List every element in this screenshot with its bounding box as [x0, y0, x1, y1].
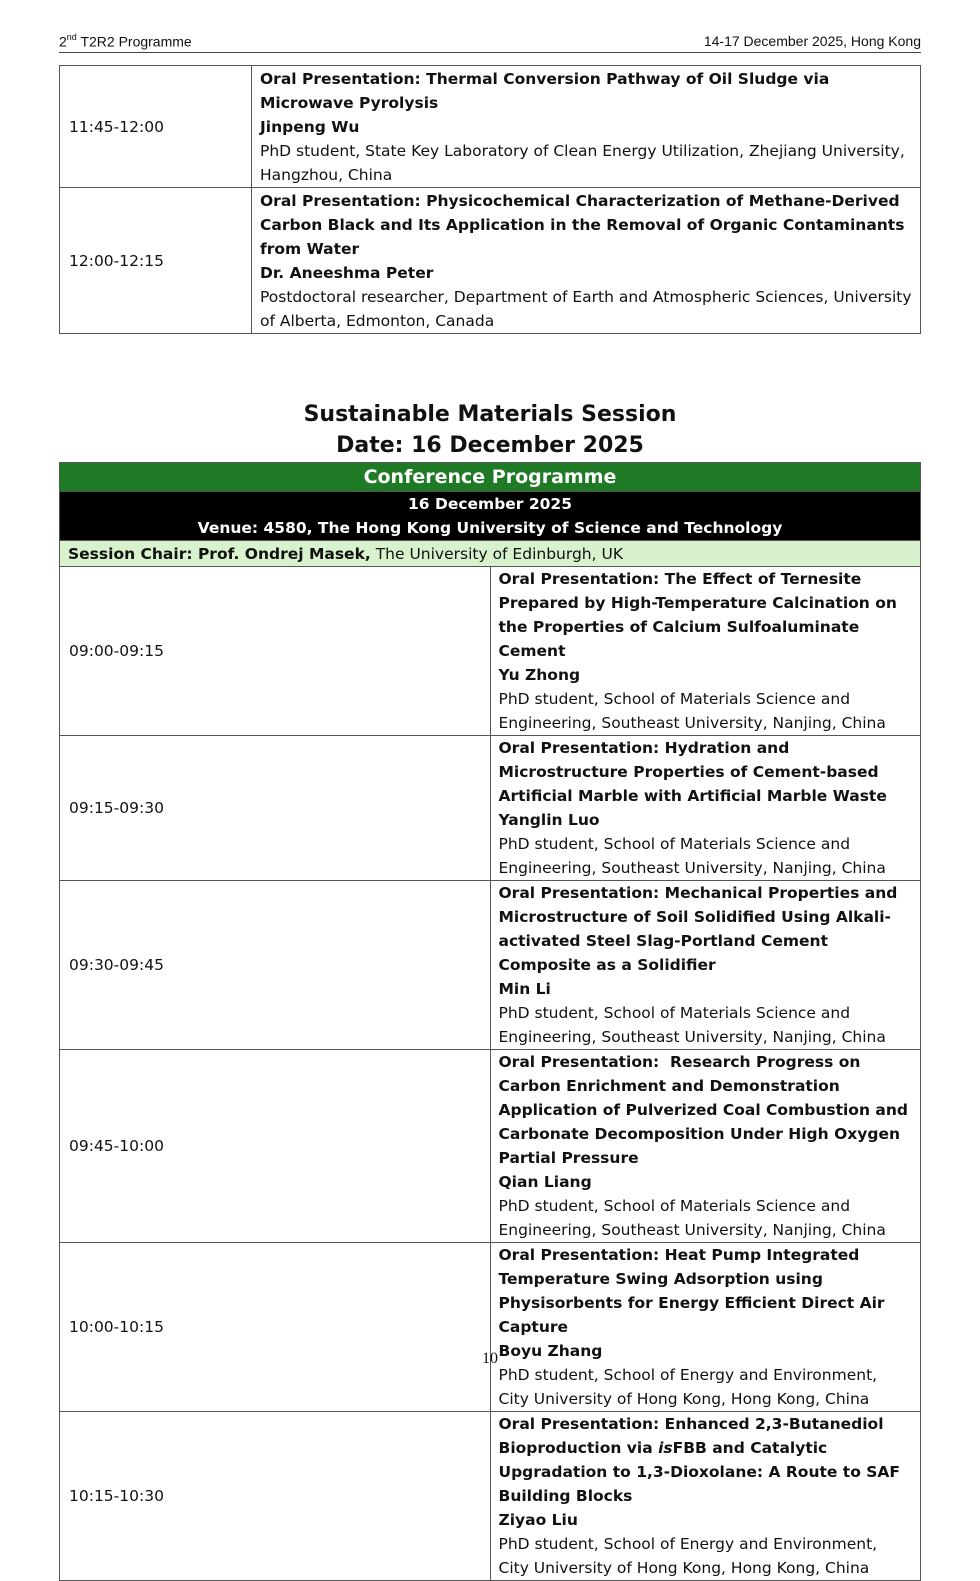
header-programme-name: 2nd T2R2 Programme [59, 32, 192, 50]
time-slot: 09:00-09:15 [60, 567, 491, 736]
programme-date: 16 December 2025 [408, 495, 572, 513]
speaker-name: Boyu Zhang [498, 1342, 603, 1360]
session-chair-name: Session Chair: Prof. Ondrej Masek, [68, 544, 371, 563]
conference-programme-label: Conference Programme [60, 463, 921, 492]
speaker-affiliation: PhD student, School of Energy and Environment, City University of Hong Kong, Hong Kong, China [498, 1366, 878, 1408]
table-row [60, 1243, 921, 1412]
speaker-name: Min Li [498, 980, 551, 998]
speaker-name: Ziyao Liu [498, 1511, 578, 1529]
speaker-affiliation: PhD student, State Key Laboratory of Clean Energy Utilization, Zhejiang University, Hangzhou, China [260, 141, 905, 184]
table-row [60, 188, 921, 334]
programme-header-row [60, 463, 921, 492]
talk-details [490, 1050, 921, 1243]
talk-title: Oral Presentation: Physicochemical Characterization of Methane-Derived Carbon Black and Its Application in the Removal of Organic Contaminants from Water [260, 191, 905, 258]
talk-details [490, 881, 921, 1050]
session-chair-row [60, 541, 921, 567]
session-title: Sustainable Materials Session [303, 402, 677, 427]
speaker-affiliation: PhD student, School of Materials Science and Engineering, Southeast University, Nanjing, China [498, 1197, 886, 1239]
time-slot: 09:45-10:00 [60, 1050, 491, 1243]
session-chair-affiliation: The University of Edinburgh, UK [370, 544, 623, 563]
speaker-affiliation: PhD student, School of Materials Science and Engineering, Southeast University, Nanjing, China [498, 1004, 886, 1046]
talk-details [490, 1412, 921, 1581]
session-programme-table [59, 462, 921, 1581]
page-number: 10 [482, 1350, 498, 1367]
header-event-dates: 14-17 December 2025, Hong Kong [703, 33, 921, 49]
talk-title: Oral Presentation: Enhanced 2,3-Butanediol Bioproduction via isFBB and Catalytic Upgradation to 1,3-Dioxolane: A Route to SAF Building Blocks [498, 1415, 901, 1505]
page-header [59, 32, 921, 53]
talk-title: Oral Presentation: The Effect of Ternesite Prepared by High-Temperature Calcination on the Properties of Calcium Sulfoaluminate Cement [498, 570, 897, 660]
time-slot: 09:30-09:45 [60, 881, 491, 1050]
speaker-affiliation: Postdoctoral researcher, Department of Earth and Atmospheric Sciences, University of Alberta, Edmonton, Canada [260, 287, 912, 330]
talk-details [252, 66, 921, 188]
speaker-name: Dr. Aneeshma Peter [260, 263, 434, 282]
table-row [60, 736, 921, 881]
programme-date-row [60, 492, 921, 541]
speaker-name: Jinpeng Wu [260, 117, 360, 136]
talk-title: Oral Presentation: Mechanical Properties and Microstructure of Soil Solidified Using Alkali-activated Steel Slag-Portland Cement Composite as a Solidifier [498, 884, 898, 974]
time-slot: 11:45-12:00 [60, 66, 252, 188]
talk-details [490, 1243, 921, 1412]
speaker-affiliation: PhD student, School of Energy and Environment, City University of Hong Kong, Hong Kong, China [498, 1535, 878, 1577]
table-row [60, 1050, 921, 1243]
table-row [60, 881, 921, 1050]
table-row [60, 567, 921, 736]
speaker-name: Qian Liang [498, 1173, 592, 1191]
talk-title: Oral Presentation: Hydration and Microstructure Properties of Cement-based Artificial Marble with Artificial Marble Waste [498, 739, 887, 805]
speaker-name: Yu Zhong [498, 666, 581, 684]
time-slot: 09:15-09:30 [60, 736, 491, 881]
talk-title: Oral Presentation: Thermal Conversion Pathway of Oil Sludge via Microwave Pyrolysis [260, 69, 830, 112]
speaker-name: Yanglin Luo [498, 811, 600, 829]
programme-date-venue [60, 492, 921, 541]
time-slot: 10:15-10:30 [60, 1412, 491, 1581]
table-row [60, 66, 921, 188]
session-chair [60, 541, 921, 567]
time-slot: 10:00-10:15 [60, 1243, 491, 1412]
speaker-affiliation: PhD student, School of Materials Science and Engineering, Southeast University, Nanjing, China [498, 835, 886, 877]
talk-details [490, 567, 921, 736]
programme-venue: Venue: 4580, The Hong Kong University of Science and Technology [197, 519, 783, 537]
speaker-affiliation: PhD student, School of Materials Science and Engineering, Southeast University, Nanjing, China [498, 690, 886, 732]
talk-title: Oral Presentation: Research Progress on Carbon Enrichment and Demonstration Application of Pulverized Coal Combustion and Carbonate Decomposition Under High Oxygen Partial Pressure [498, 1053, 914, 1167]
previous-session-table [59, 65, 921, 334]
time-slot: 12:00-12:15 [60, 188, 252, 334]
talk-details [252, 188, 921, 334]
talk-details [490, 736, 921, 881]
session-date: Date: 16 December 2025 [336, 433, 644, 458]
talk-title: Oral Presentation: Heat Pump Integrated Temperature Swing Adsorption using Physisorbents for Energy Efficient Direct Air Capture [498, 1246, 885, 1336]
table-row [60, 1412, 921, 1581]
